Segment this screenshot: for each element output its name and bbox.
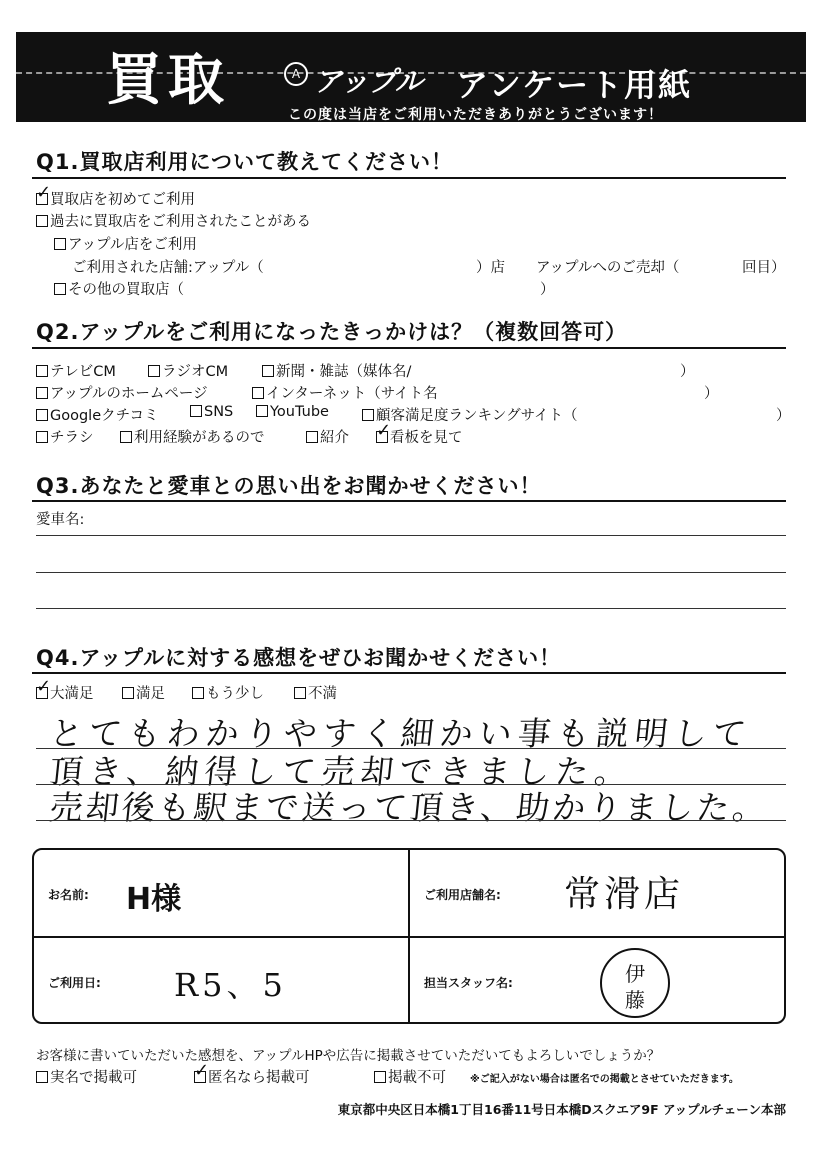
permission-question: お客様に書いていただいた感想を、アップルHPや広告に掲載させていただいてもよろしいでしょうか？ [36,1048,661,1064]
q2-option-tv[interactable]: テレビCM [36,360,116,381]
kaitori-title: 買取 [106,48,230,113]
customer-info-table [32,848,786,1024]
checkbox-icon[interactable] [262,365,274,377]
staff-label: 担当スタッフ名: [424,976,513,990]
checkbox-icon[interactable] [122,687,134,699]
q2-option-radio[interactable]: ラジオCM [148,360,228,381]
permission-note: ※ご記入がない場合は匿名での掲載とさせていただきます。 [470,1074,739,1085]
permission-option-real-name[interactable]: 実名で掲載可 [36,1066,137,1087]
q2-option-ranking[interactable]: 顧客満足度ランキングサイト（ [362,404,578,425]
q2-option-homepage[interactable]: アップルのホームページ [36,382,208,403]
checkbox-icon[interactable] [54,238,66,250]
checkbox-icon[interactable] [374,1071,386,1083]
q2-title: Q2.アップルをご利用になったきっかけは？（複数回答可） [36,320,628,344]
q3-line-1[interactable] [36,535,786,536]
q4-option-satisfied[interactable]: 満足 [122,682,165,703]
q4-option-a-little-more[interactable]: もう少し [192,682,264,703]
q4-option-very-satisfied[interactable]: ✓大満足 [36,682,94,703]
q1-title: Q1.買取店利用について教えてください！ [36,150,454,174]
checkbox-icon[interactable] [36,1071,48,1083]
handwritten-comment-line-2: 頂き、納得して売却できました。 [47,752,636,791]
date-label: ご利用日: [48,976,101,990]
q1-option-apple[interactable]: アップル店をご利用 [54,233,197,254]
permission-option-anonymous[interactable]: ✓ 匿名なら掲載可 [194,1066,310,1087]
q2-option-google[interactable]: Googleクチコミ [36,404,159,425]
q1-option-other[interactable]: その他の買取店（ [54,278,184,299]
checkbox-icon[interactable] [36,409,48,421]
checkbox-icon[interactable] [120,431,132,443]
q1-count-label: アップルへのご売却（ [536,260,680,276]
q1-option-first[interactable]: ✓買取店を初めてご利用 [36,188,195,209]
checkbox-icon[interactable] [252,387,264,399]
q2-option-signboard[interactable]: ✓ 看板を見て [376,426,463,447]
checkbox-icon[interactable] [256,405,268,417]
q2-ranking-close: ） [776,408,791,424]
q4-option-dissatisfied[interactable]: 不満 [294,682,337,703]
checkbox-icon[interactable] [36,215,48,227]
q4-rule [32,672,786,674]
info-divider-horizontal [34,936,784,938]
company-address: 東京都中央区日本橋1丁目16番11号日本橋Dスクエア9F アップルチェーン本部 [337,1102,786,1117]
q2-rule [32,347,786,349]
stamp-char-bottom: 藤 [625,988,645,1012]
thank-you-message: この度は当店をご利用いただきありがとうございます！ [288,107,663,123]
checkbox-icon[interactable] [306,431,318,443]
name-label: お名前: [48,888,89,902]
checkbox-checked-icon[interactable] [36,193,48,205]
checkbox-checked-icon[interactable] [36,687,48,699]
q3-car-label: 愛車名: [36,512,85,528]
handwritten-comment-line-3: 売却後も駅まで送って頂き、助かりました。 [47,788,771,827]
staff-seal-stamp[interactable] [600,948,670,1018]
survey-title: アンケート用紙 [456,66,693,104]
q3-rule [32,500,786,502]
q2-option-sns[interactable]: SNS [190,404,233,420]
stamp-char-top: 伊 [625,962,645,986]
header-banner [16,32,806,122]
q3-line-3[interactable] [36,608,786,609]
checkbox-icon[interactable] [190,405,202,417]
q1-rule [32,177,786,179]
q2-internet-close: ） [704,386,719,402]
q4-line-3[interactable] [36,820,786,821]
checkbox-icon[interactable] [294,687,306,699]
checkbox-icon[interactable] [36,365,48,377]
q2-option-youtube[interactable]: YouTube [256,404,329,420]
q2-option-experience[interactable]: 利用経験があるので [120,426,265,447]
checkbox-icon[interactable] [148,365,160,377]
checkbox-icon[interactable] [362,409,374,421]
permission-option-not-allowed[interactable]: 掲載不可 [374,1066,446,1087]
q1-count-suffix: 回目） [742,260,786,276]
handwritten-comment-line-1: とてもわかりやすく細かい事も説明して [47,714,754,753]
checkbox-icon[interactable] [36,387,48,399]
checkbox-checked-icon[interactable] [376,431,388,443]
name-value[interactable]: H様 [126,882,182,917]
q2-option-referral[interactable]: 紹介 [306,426,349,447]
q2-option-paper[interactable]: 新聞・雑誌（媒体名/ [262,360,411,381]
checkbox-icon[interactable] [54,283,66,295]
q3-title: Q3.あなたと愛車との思い出をお聞かせください！ [36,474,542,498]
brand-logo-text: アップル [314,65,423,98]
q1-option-before[interactable]: 過去に買取店をご利用されたことがある [36,210,311,231]
checkbox-icon[interactable] [192,687,204,699]
store-value[interactable]: 常滑店 [564,874,685,915]
q3-line-2[interactable] [36,572,786,573]
apple-logo-icon: A [284,62,308,86]
checkbox-icon[interactable] [36,431,48,443]
q1-store-suffix: ）店 [476,260,505,276]
q2-paper-close: ） [680,364,695,380]
checkbox-checked-icon[interactable] [194,1071,206,1083]
q2-option-internet[interactable]: インターネット（サイト名 [252,382,438,403]
date-value[interactable]: R5、5 [174,966,287,1004]
q4-title: Q4.アップルに対する感想をぜひお聞かせください！ [36,646,562,670]
q1-other-close: ） [540,282,555,298]
store-label: ご利用店舗名: [424,888,501,902]
q1-store-label: ご利用された店舗:アップル（ [72,260,264,276]
q2-option-flyer[interactable]: チラシ [36,426,94,447]
